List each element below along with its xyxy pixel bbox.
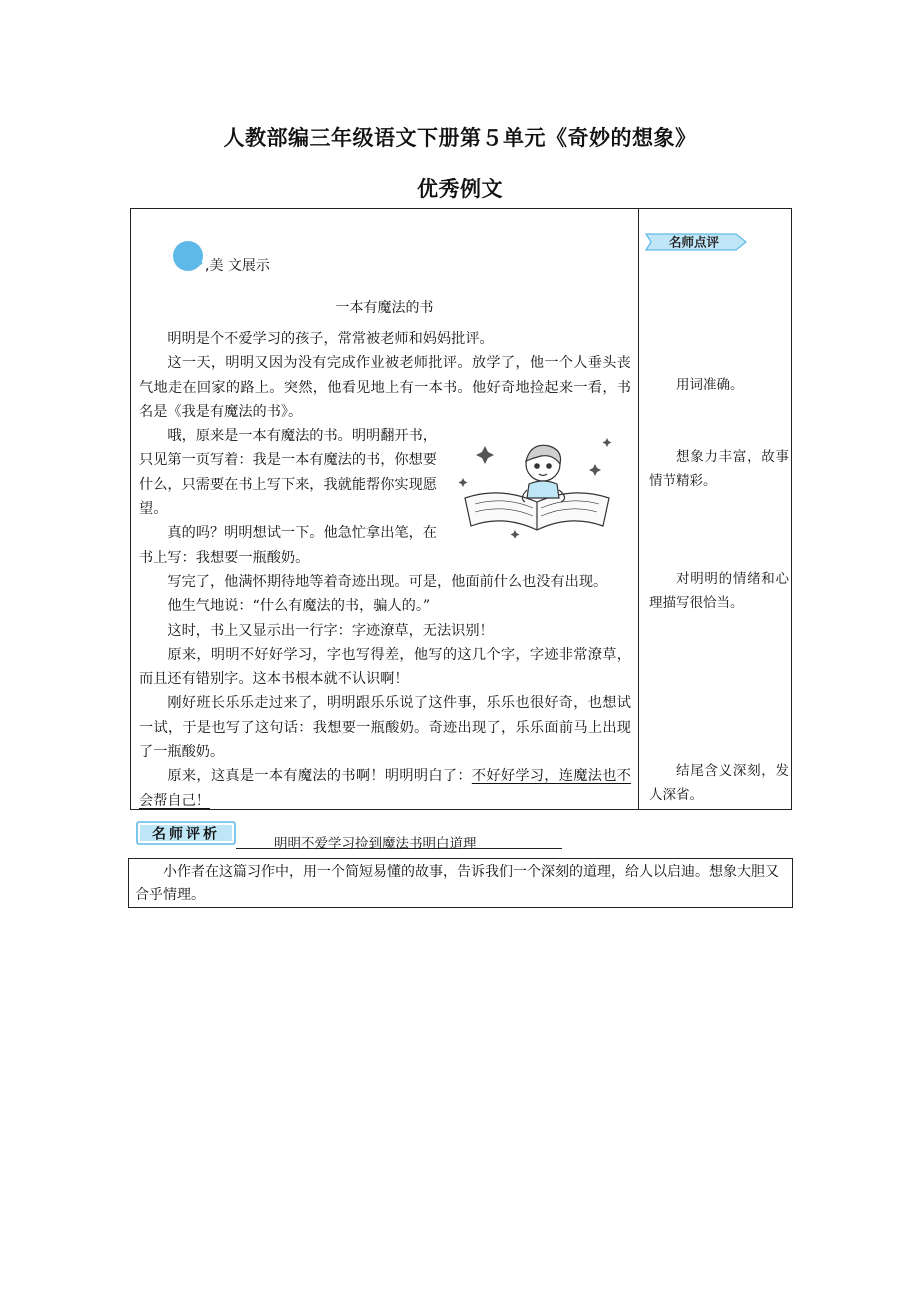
comment-note: 对明明的情绪和心理描写很恰当。	[649, 571, 789, 611]
badge-text: 名师点评	[668, 234, 720, 250]
essay-body	[139, 327, 631, 813]
section-label-text: ,美 文展示	[205, 258, 270, 274]
essay-paragraph: 哦，原来是一本有魔法的书。明明翻开书，只见第一页写着：我是一本有魔法的书，你想要什么，只需要在书上写下来，我就能帮你实现愿望。	[139, 428, 437, 518]
teacher-analysis-header	[136, 818, 576, 854]
teacher-analysis-badge	[136, 820, 238, 846]
comment-note: 结尾含义深刻，发人深省。	[649, 763, 789, 803]
essay-title: 一本有魔法的书	[335, 300, 434, 316]
essay-paragraph: 这时，书上又显示出一行字：字迹潦草，无法识别！	[167, 622, 494, 639]
analysis-badge-text: 名师评析	[152, 826, 220, 843]
document-title: 人教部编三年级语文下册第５单元《奇妙的想象》	[223, 126, 697, 150]
essay-paragraph: 他生气地说：“什么有魔法的书，骗人的。”	[167, 598, 431, 615]
last-paragraph-text: 原来，这真是一本有魔法的书啊！明明明白了：	[167, 768, 472, 785]
essay-last-paragraph	[139, 764, 631, 813]
comment-note: 用词准确。	[676, 377, 744, 393]
flow-step: 明明不爱学习	[274, 836, 355, 852]
essay-paragraph: 原来，明明不好好学习，字也写得差，他写的这几个字，字迹非常潦草，而且还有错别字。这本书根本就不认识啊！	[139, 646, 631, 688]
boy-reading-book-illustration	[445, 428, 633, 538]
comment-note: 想象力丰富，故事情节精彩。	[649, 449, 789, 489]
speech-bubble-icon	[173, 241, 203, 271]
analysis-summary: 小作者在这篇习作中，用一个简短易懂的故事，告诉我们一个深刻的道理，给人以启迪。想象大胆又合乎情理。	[128, 858, 793, 908]
document-subtitle: 优秀例文	[417, 177, 503, 201]
essay-paragraph: 明明是个不爱学习的孩子，常常被老师和妈妈批评。	[167, 331, 494, 347]
column-divider	[638, 209, 639, 809]
underlined-conclusion: 不好好学习，连魔法也不会帮自己！	[139, 768, 631, 809]
essay-paragraph: 这一天，明明又因为没有完成作业被老师批评。放学了，他一个人垂头丧气地走在回家的路上。突然，他看见地上有一本书。他好奇地捡起来一看，书名是《我是有魔法的书》。	[139, 355, 631, 420]
essay-paragraph: 刚好班长乐乐走过来了，明明跟乐乐说了这件事，乐乐也很好奇，也想试一试，于是也写了这句话：我想要一瓶酸奶。奇迹出现了，乐乐面前马上出现了一瓶酸奶。	[139, 695, 631, 761]
essay-paragraph: 写完了，他满怀期待地等着奇迹出现。可是，他面前什么也没有出现。	[167, 573, 608, 590]
flow-step: 捡到魔法书	[355, 836, 423, 852]
story-flow	[274, 832, 477, 852]
essay-paragraph: 真的吗？明明想试一下。他急忙拿出笔，在书上写：我想要一瓶酸奶。	[139, 525, 437, 566]
flow-step: 明白道理	[422, 836, 477, 852]
teacher-comment-badge	[644, 231, 748, 253]
essay-table	[130, 208, 792, 810]
